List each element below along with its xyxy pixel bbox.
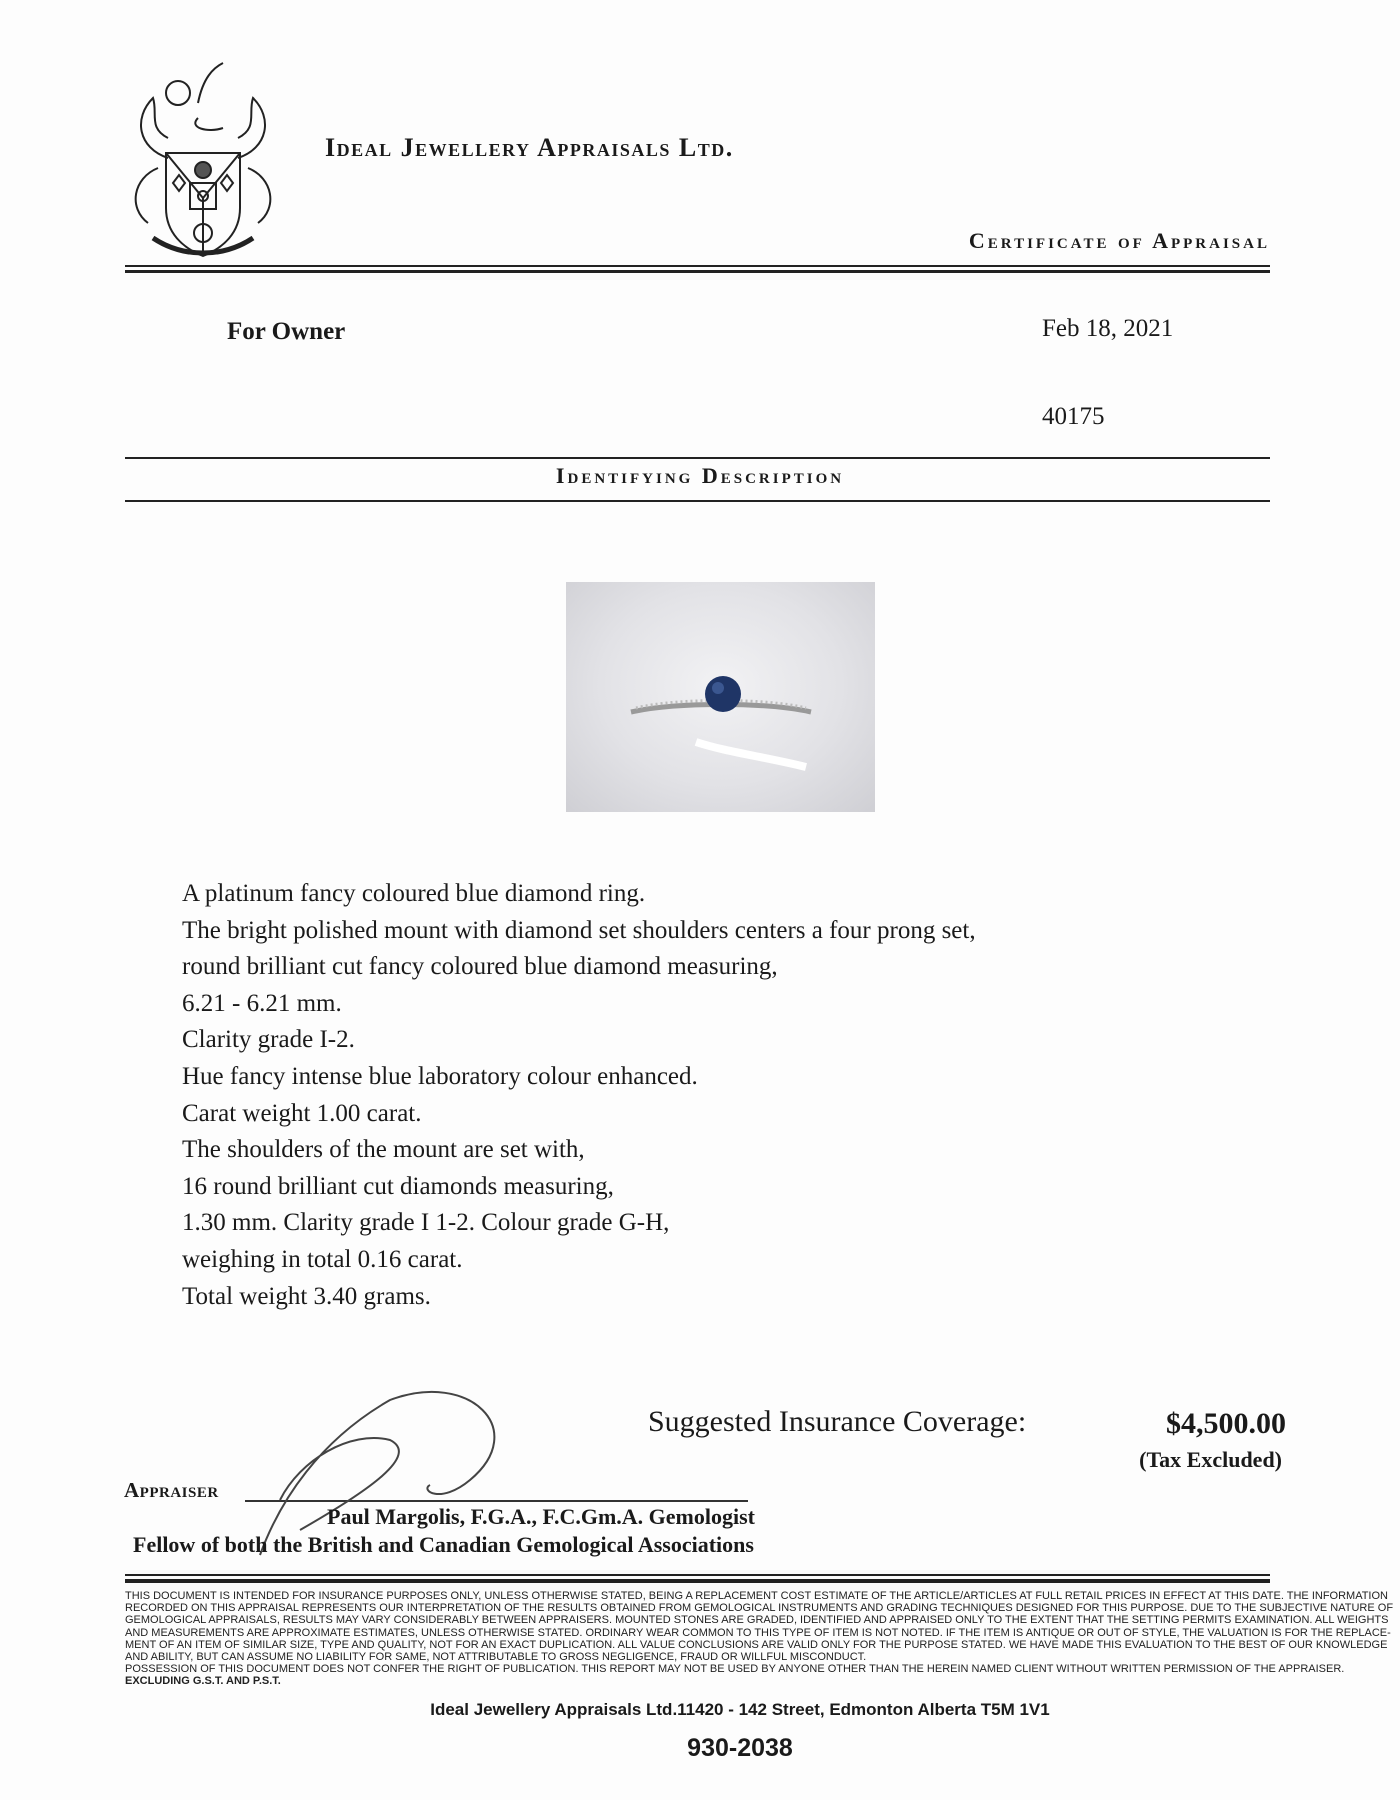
company-name: Ideal Jewellery Appraisals Ltd. bbox=[325, 133, 734, 162]
item-description bbox=[182, 876, 976, 1315]
description-line: 16 round brilliant cut diamonds measuring, bbox=[182, 1172, 614, 1200]
description-line: A platinum fancy coloured blue diamond ring. bbox=[182, 880, 646, 907]
description-line: weighing in total 0.16 carat. bbox=[182, 1245, 463, 1273]
disclaimer-line: AND MEASUREMENTS ARE APPROXIMATE ESTIMATES, UNLESS OTHERWISE STATED. ORDINARY WEAR COMMON TO THIS TYPE OF ITEM IS NOT NOTED. IF THE ITEM IS ANTIQUE OR OUT OF STYLE, THE VALUATION IS FOR THE REPLACE- bbox=[125, 1626, 1391, 1639]
appraiser-label: Appraiser bbox=[124, 1478, 219, 1502]
disclaimer-line: GEMOLOGICAL APPRAISALS, RESULTS MAY VARY CONSIDERABLY BETWEEN APPRAISERS. MOUNTED STONES ARE GRADED, IDENTIFIED AND APPRAISED ONLY TO THE EXTENT THAT THE SETTING PERMITS EXAMINATION. ALL WEIGHTS bbox=[125, 1614, 1389, 1627]
divider bbox=[125, 1579, 1270, 1583]
ring-illustration bbox=[566, 582, 875, 812]
description-line: round brilliant cut fancy coloured blue diamond measuring, bbox=[182, 953, 778, 981]
description-line: The shoulders of the mount are set with, bbox=[182, 1136, 585, 1164]
appraiser-credentials: Fellow of both the British and Canadian Gemological Associations bbox=[133, 1532, 754, 1557]
tax-note: (Tax Excluded) bbox=[1139, 1447, 1282, 1472]
disclaimer-line: RECORDED ON THIS APPRAISAL REPRESENTS OUR INTERPRETATION OF THE RESULTS OBTAINED FROM GEMOLOGICAL INSTRUMENTS AND GRADING TECHNIQUES DESIGNED FOR THIS PURPOSE. DUE TO THE SUBJECTIVE NATURE OF bbox=[125, 1602, 1394, 1615]
divider bbox=[125, 265, 1270, 267]
owner-label: For Owner bbox=[227, 318, 346, 345]
description-line: Clarity grade I-2. bbox=[182, 1026, 355, 1054]
appraiser-name: Paul Margolis, F.G.A., F.C.Gm.A. Gemologist bbox=[327, 1504, 755, 1529]
description-line: 6.21 - 6.21 mm. bbox=[182, 989, 342, 1017]
appraisal-number: 40175 bbox=[1042, 403, 1105, 430]
disclaimer-tax-line: EXCLUDING G.S.T. AND P.S.T. bbox=[125, 1675, 281, 1688]
insurance-coverage-label: Suggested Insurance Coverage: bbox=[648, 1405, 1027, 1438]
description-line: 1.30 mm. Clarity grade I 1-2. Colour grade G-H, bbox=[182, 1209, 670, 1237]
description-line: Hue fancy intense blue laboratory colour enhanced. bbox=[182, 1062, 698, 1090]
divider bbox=[125, 270, 1270, 273]
certificate-title: Certificate of Appraisal bbox=[968, 228, 1270, 253]
footer-phone: 930-2038 bbox=[687, 1734, 793, 1762]
disclaimer-line: MENT OF AN ITEM OF SIMILAR SIZE, TYPE AND QUALITY, NOT FOR AN EXACT DUPLICATION. ALL VALUE CONCLUSIONS ARE VALID ONLY FOR THE PURPOSE STATED. WE HAVE MADE THIS EVALUATION TO THE BEST OF OUR KNOWLEDGE bbox=[125, 1638, 1388, 1651]
section-title: Identifying Description bbox=[555, 463, 845, 488]
description-line: Carat weight 1.00 carat. bbox=[182, 1099, 422, 1127]
disclaimer bbox=[125, 1590, 1394, 1688]
coat-of-arms-logo bbox=[128, 58, 278, 268]
description-line: Total weight 3.40 grams. bbox=[182, 1282, 431, 1310]
insurance-amount: $4,500.00 bbox=[1166, 1407, 1286, 1440]
divider bbox=[125, 457, 1270, 459]
divider bbox=[125, 1574, 1270, 1576]
disclaimer-line: POSSESSION OF THIS DOCUMENT DOES NOT CONFER THE RIGHT OF PUBLICATION. THIS REPORT MAY NOT BE USED BY ANYONE OTHER THAN THE HEREIN NAMED CLIENT WITHOUT WRITTEN PERMISSION OF THE APPRAISER. bbox=[125, 1663, 1345, 1676]
footer-address: Ideal Jewellery Appraisals Ltd.11420 - 142 Street, Edmonton Alberta T5M 1V1 bbox=[430, 1700, 1050, 1719]
disclaimer-line: AND ABILITY, BUT CAN ASSUME NO LIABILITY FOR SAME, NOT ATTRIBUTABLE TO GROSS NEGLIGENCE, FRAUD OR WILLFUL MISCONDUCT. bbox=[125, 1651, 867, 1664]
disclaimer-line: THIS DOCUMENT IS INTENDED FOR INSURANCE PURPOSES ONLY, UNLESS OTHERWISE STATED, BEING A REPLACEMENT COST ESTIMATE OF THE ARTICLE/ARTICLES AT FULL RETAIL PRICES IN EFFECT AT THIS DATE. THE INFORMATION bbox=[125, 1590, 1388, 1602]
divider bbox=[125, 500, 1270, 502]
description-line: The bright polished mount with diamond set shoulders centers a four prong set, bbox=[182, 916, 976, 944]
ring-photo bbox=[566, 582, 875, 812]
appraisal-date: Feb 18, 2021 bbox=[1042, 315, 1174, 342]
